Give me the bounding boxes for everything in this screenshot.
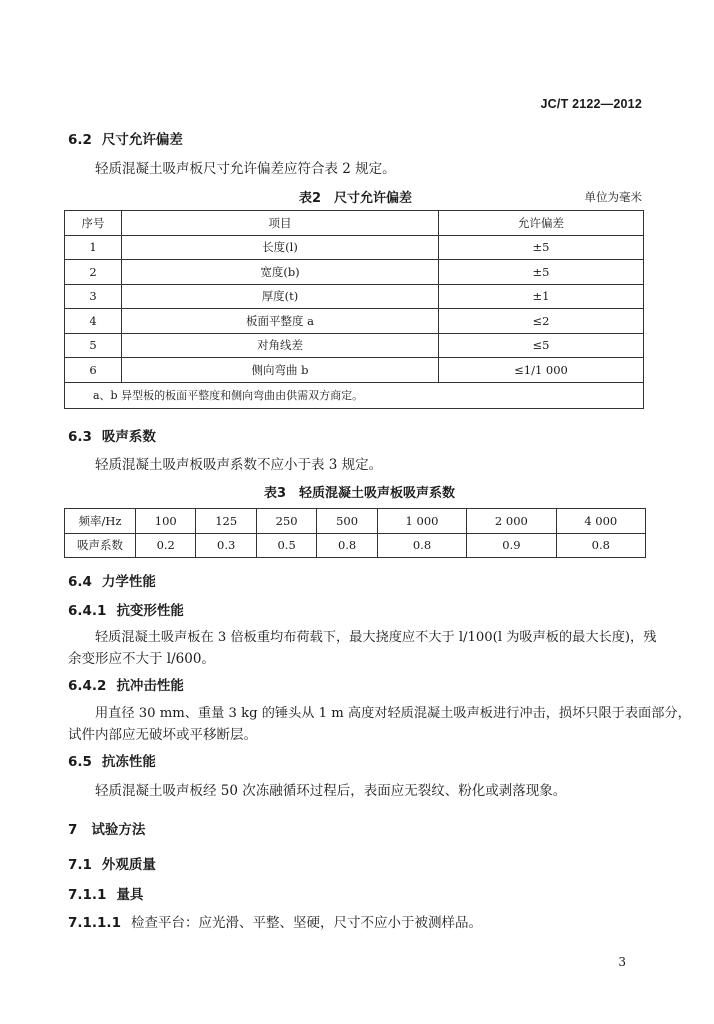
section-text: 检查平台：应光滑、平整、坚硬，尺寸不应小于被测样品。: [130, 915, 482, 931]
table2: [64, 210, 644, 409]
table-row: [65, 260, 644, 285]
table-row: [65, 309, 644, 334]
table-row: [65, 284, 644, 309]
section-title: 抗冲击性能: [116, 678, 184, 694]
table-cell: 0.2: [136, 533, 196, 558]
header-cell: 允许偏差: [439, 211, 644, 236]
section-6-3-text: 轻质混凝土吸声板吸声系数不应小于表 3 规定。: [95, 457, 383, 473]
table-cell: ≤5: [439, 333, 644, 358]
table-cell: 1 000: [377, 509, 466, 534]
section-6-4-1-line2: 余变形应不大于 l/600。: [68, 651, 215, 667]
table-cell: 2 000: [467, 509, 556, 534]
table-cell: 板面平整度 a: [122, 309, 439, 334]
section-6-4-2-heading: [68, 674, 184, 694]
table-cell: 厚度(t): [122, 284, 439, 309]
table3: [64, 508, 646, 558]
section-number: 6.4.2: [68, 678, 107, 694]
table-header-row: [65, 211, 644, 236]
table-cell: 长度(l): [122, 235, 439, 260]
section-number: 7.1.1.1: [68, 915, 121, 931]
table-cell: 0.3: [196, 533, 256, 558]
section-6-2-text: 轻质混凝土吸声板尺寸允许偏差应符合表 2 规定。: [95, 161, 396, 177]
section-6-3-heading: [68, 425, 156, 445]
table-cell: ±5: [439, 235, 644, 260]
section-number: 6.2: [68, 132, 92, 148]
table-note-row: [65, 382, 644, 408]
table-cell: ±5: [439, 260, 644, 285]
section-title: 吸声系数: [101, 429, 156, 445]
table-cell: 250: [256, 509, 316, 534]
section-7-1-1-1-paragraph: [68, 911, 482, 931]
table-cell: 宽度(b): [122, 260, 439, 285]
section-title: 尺寸允许偏差: [101, 132, 183, 148]
table-cell: 500: [317, 509, 377, 534]
table-cell: 125: [196, 509, 256, 534]
table-row: [65, 358, 644, 383]
section-6-4-1-line1: 轻质混凝土吸声板在 3 倍板重均布荷载下，最大挠度应不大于 l/100(l 为吸声板的最大长度)，残: [95, 630, 657, 645]
table-cell: 5: [65, 333, 122, 358]
table-cell: 0.8: [556, 533, 645, 558]
table-cell: 2: [65, 260, 122, 285]
table-cell: 0.5: [256, 533, 316, 558]
section-6-4-heading: [68, 570, 156, 590]
page-number: 3: [618, 955, 626, 969]
section-number: 6.5: [68, 754, 92, 770]
table-cell: 4 000: [556, 509, 645, 534]
section-number: 6.4: [68, 574, 92, 590]
section-7-1-1-heading: [68, 883, 143, 903]
table-row: [65, 235, 644, 260]
section-7-heading: [68, 818, 145, 838]
table-cell: ±1: [439, 284, 644, 309]
section-6-4-1-heading: [68, 599, 184, 619]
table-cell: 吸声系数: [65, 533, 136, 558]
section-title: 试验方法: [91, 822, 146, 838]
section-6-4-2-line1: 用直径 30 mm、重量 3 kg 的锤头从 1 m 高度对轻质混凝土吸声板进行冲击，损坏只限于表面部分，: [95, 706, 691, 721]
table-cell: 100: [136, 509, 196, 534]
header-cell: 序号: [65, 211, 122, 236]
table3-caption: 表3 轻质混凝土吸声板吸声系数: [264, 486, 456, 501]
table2-caption: 表2 尺寸允许偏差: [299, 191, 413, 206]
table-cell: ≤1/1 000: [439, 358, 644, 383]
section-number: 6.4.1: [68, 603, 107, 619]
table-row: [65, 333, 644, 358]
section-number: 7.1: [68, 857, 92, 873]
header-cell: 项目: [122, 211, 439, 236]
table-cell: 0.8: [317, 533, 377, 558]
standard-number: JC/T 2122—2012: [540, 97, 642, 111]
table-row: [65, 533, 646, 558]
table-cell: 频率/Hz: [65, 509, 136, 534]
section-title: 外观质量: [101, 857, 156, 873]
section-6-2-heading: [68, 128, 183, 148]
table-cell: 0.9: [467, 533, 556, 558]
section-title: 抗冻性能: [101, 754, 156, 770]
table-row: [65, 509, 646, 534]
table-cell: ≤2: [439, 309, 644, 334]
section-title: 抗变形性能: [116, 603, 184, 619]
table-cell: 0.8: [377, 533, 466, 558]
table-cell: 1: [65, 235, 122, 260]
section-6-4-2-line2: 试件内部应无破坏或平移断层。: [68, 727, 257, 743]
section-6-5-text: 轻质混凝土吸声板经 50 次冻融循环过程后，表面应无裂纹、粉化或剥落现象。: [95, 783, 567, 799]
table-cell: 6: [65, 358, 122, 383]
section-number: 7: [68, 822, 78, 838]
table-note: a、b 异型板的板面平整度和侧向弯曲由供需双方商定。: [65, 382, 644, 408]
section-title: 力学性能: [101, 574, 156, 590]
section-title: 量具: [116, 887, 144, 903]
section-7-1-heading: [68, 853, 156, 873]
table-cell: 对角线差: [122, 333, 439, 358]
table-cell: 4: [65, 309, 122, 334]
table-cell: 3: [65, 284, 122, 309]
table2-unit: 单位为毫米: [584, 190, 642, 204]
section-number: 6.3: [68, 429, 92, 445]
section-number: 7.1.1: [68, 887, 107, 903]
table-cell: 侧向弯曲 b: [122, 358, 439, 383]
section-6-5-heading: [68, 750, 156, 770]
